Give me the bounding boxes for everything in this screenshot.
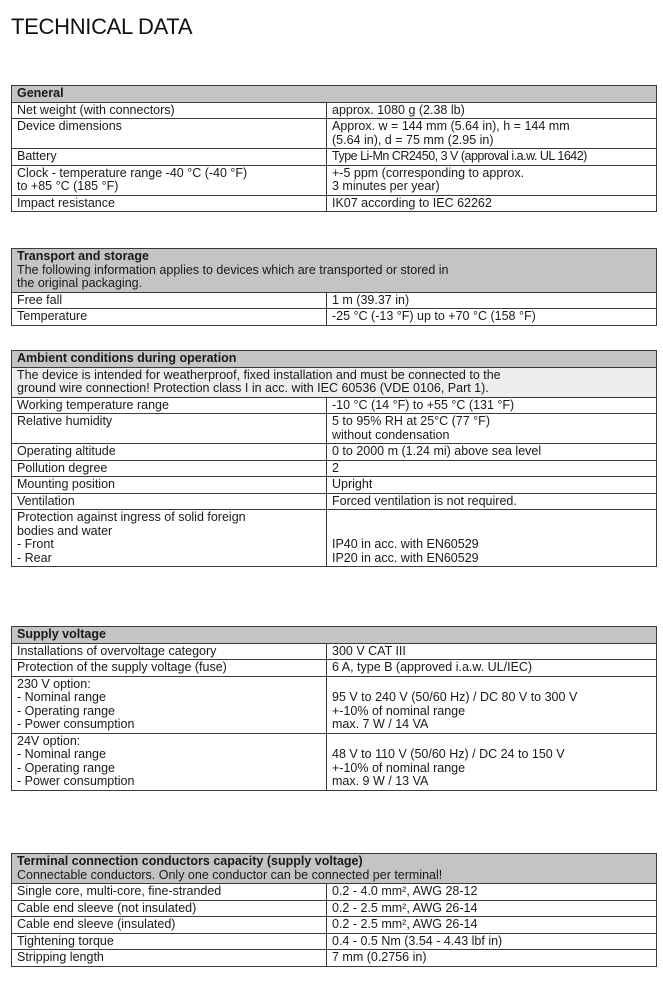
value-line: IP40 in acc. with EN60529 bbox=[332, 537, 479, 551]
value-line: 0.2 - 2.5 mm², AWG 26-14 bbox=[332, 900, 478, 915]
table-row bbox=[12, 733, 657, 790]
value-line: -10 °C (14 °F) to +55 °C (131 °F) bbox=[332, 397, 515, 412]
section-header bbox=[12, 351, 657, 368]
label-line: Temperature bbox=[17, 309, 88, 323]
row-label bbox=[12, 414, 327, 444]
label-line: bodies and water bbox=[17, 523, 113, 538]
label-line: Tightening torque bbox=[17, 933, 114, 948]
label-line: Net weight (with connectors) bbox=[17, 102, 175, 117]
table-row bbox=[12, 444, 657, 461]
value-line: IP20 in acc. with EN60529 bbox=[332, 550, 479, 565]
label-line: Protection against ingress of solid foreign bbox=[17, 510, 246, 524]
value-line: (5.64 in), d = 75 mm (2.95 in) bbox=[332, 132, 494, 147]
value-line: 95 V to 240 V (50/60 Hz) / DC 80 V to 300 V bbox=[332, 690, 578, 704]
value-line: Upright bbox=[332, 477, 373, 491]
row-value bbox=[327, 733, 657, 790]
label-line: Stripping length bbox=[17, 950, 104, 964]
label-line: Protection of the supply voltage (fuse) bbox=[17, 660, 227, 674]
general-table bbox=[11, 85, 657, 212]
value-line: 0.2 - 4.0 mm², AWG 28-12 bbox=[332, 884, 478, 898]
row-value bbox=[327, 950, 657, 967]
row-value bbox=[327, 102, 657, 119]
value-line: Type Li-Mn CR2450, 3 V (approval i.a.w. UL 1642) bbox=[332, 149, 587, 163]
note-line: ground wire connection! Protection class I in acc. with IEC 60536 (VDE 0106, Part 1). bbox=[17, 381, 489, 395]
table-row bbox=[12, 676, 657, 733]
label-line: - Power consumption bbox=[17, 717, 135, 731]
label-line: to +85 °C (185 °F) bbox=[17, 179, 119, 193]
label-line: Mounting position bbox=[17, 477, 115, 491]
supply-table bbox=[11, 626, 657, 791]
row-value bbox=[327, 119, 657, 149]
label-line: Working temperature range bbox=[17, 397, 169, 412]
value-line: 2 bbox=[332, 460, 339, 475]
label-line: - Rear bbox=[17, 550, 52, 565]
table-row bbox=[12, 510, 657, 567]
label-line: Operating altitude bbox=[17, 444, 116, 458]
table-row bbox=[12, 414, 657, 444]
table-row bbox=[12, 309, 657, 326]
table-row bbox=[12, 102, 657, 119]
section-subtitle: The following information applies to devices which are transported or stored in bbox=[17, 262, 449, 277]
value-line: Approx. w = 144 mm (5.64 in), h = 144 mm bbox=[332, 119, 570, 133]
value-line: 0 to 2000 m (1.24 mi) above sea level bbox=[332, 444, 542, 458]
value-line: +-10% of nominal range bbox=[332, 760, 466, 775]
label-line: - Operating range bbox=[17, 703, 115, 718]
section-subtitle: Connectable conductors. Only one conductor can be connected per terminal! bbox=[17, 867, 443, 882]
value-line bbox=[332, 678, 651, 692]
row-value bbox=[327, 493, 657, 510]
table-row bbox=[12, 917, 657, 934]
row-value bbox=[327, 460, 657, 477]
value-line: 7 mm (0.2756 in) bbox=[332, 950, 427, 964]
section-title: Terminal connection conductors capacity (supply voltage) bbox=[17, 854, 363, 868]
row-value bbox=[327, 900, 657, 917]
row-label bbox=[12, 119, 327, 149]
value-line: 300 V CAT III bbox=[332, 643, 406, 658]
label-line: Device dimensions bbox=[17, 119, 122, 133]
label-line: Cable end sleeve (insulated) bbox=[17, 917, 176, 931]
row-value bbox=[327, 165, 657, 195]
section-header bbox=[12, 627, 657, 644]
value-line: 3 minutes per year) bbox=[332, 179, 440, 193]
label-line: Cable end sleeve (not insulated) bbox=[17, 900, 197, 915]
row-value bbox=[327, 292, 657, 309]
row-value bbox=[327, 510, 657, 567]
row-label bbox=[12, 149, 327, 166]
row-label bbox=[12, 950, 327, 967]
table-row bbox=[12, 149, 657, 166]
row-value bbox=[327, 884, 657, 901]
value-line: max. 9 W / 13 VA bbox=[332, 774, 429, 788]
value-line: 6 A, type B (approved i.a.w. UL/IEC) bbox=[332, 660, 533, 674]
value-line: 48 V to 110 V (50/60 Hz) / DC 24 to 150 V bbox=[332, 747, 565, 761]
row-value bbox=[327, 414, 657, 444]
section-header bbox=[12, 249, 657, 293]
value-line: approx. 1080 g (2.38 lb) bbox=[332, 102, 465, 117]
value-line: -25 °C (-13 °F) up to +70 °C (158 °F) bbox=[332, 309, 536, 323]
ambient-table bbox=[11, 350, 657, 567]
table-row bbox=[12, 119, 657, 149]
row-value bbox=[327, 676, 657, 733]
value-line bbox=[332, 511, 651, 525]
row-label bbox=[12, 165, 327, 195]
page-title: TECHNICAL DATA bbox=[11, 14, 193, 39]
section-header bbox=[12, 854, 657, 884]
label-line: Free fall bbox=[17, 292, 63, 307]
label-line: - Front bbox=[17, 537, 54, 551]
value-line: IK07 according to IEC 62262 bbox=[332, 195, 492, 210]
row-label bbox=[12, 676, 327, 733]
label-line: Relative humidity bbox=[17, 414, 113, 428]
table-row bbox=[12, 292, 657, 309]
label-line: - Nominal range bbox=[17, 690, 106, 704]
row-value bbox=[327, 397, 657, 414]
row-label bbox=[12, 884, 327, 901]
section-header bbox=[12, 86, 657, 103]
row-label bbox=[12, 444, 327, 461]
note-line: The device is intended for weatherproof, fixed installation and must be connected to the bbox=[17, 367, 501, 382]
row-label bbox=[12, 933, 327, 950]
row-value bbox=[327, 444, 657, 461]
table-row bbox=[12, 933, 657, 950]
value-line bbox=[332, 525, 651, 539]
row-label bbox=[12, 195, 327, 212]
value-line: +-5 ppm (corresponding to approx. bbox=[332, 165, 525, 180]
row-label bbox=[12, 309, 327, 326]
label-line: Installations of overvoltage category bbox=[17, 643, 217, 658]
table-row bbox=[12, 643, 657, 660]
value-line: 1 m (39.37 in) bbox=[332, 292, 410, 307]
row-value bbox=[327, 477, 657, 494]
row-value bbox=[327, 195, 657, 212]
table-row bbox=[12, 397, 657, 414]
value-line: +-10% of nominal range bbox=[332, 703, 466, 718]
row-label bbox=[12, 102, 327, 119]
row-label bbox=[12, 660, 327, 677]
value-line: 0.2 - 2.5 mm², AWG 26-14 bbox=[332, 917, 478, 931]
table-row bbox=[12, 900, 657, 917]
row-label bbox=[12, 643, 327, 660]
transport-table bbox=[11, 248, 657, 326]
value-line: Forced ventilation is not required. bbox=[332, 493, 517, 508]
table-row bbox=[12, 460, 657, 477]
table-row bbox=[12, 884, 657, 901]
label-line: Pollution degree bbox=[17, 460, 108, 475]
label-line: - Power consumption bbox=[17, 774, 135, 788]
label-line: Impact resistance bbox=[17, 195, 115, 210]
row-label bbox=[12, 493, 327, 510]
row-value bbox=[327, 933, 657, 950]
value-line: max. 7 W / 14 VA bbox=[332, 717, 429, 731]
terminal-table bbox=[11, 853, 657, 967]
section-title: Supply voltage bbox=[17, 627, 106, 641]
row-label bbox=[12, 292, 327, 309]
value-line bbox=[332, 735, 651, 749]
label-line: - Nominal range bbox=[17, 747, 106, 761]
label-line: Clock - temperature range -40 °C (-40 °F) bbox=[17, 165, 248, 180]
row-value bbox=[327, 149, 657, 166]
row-label bbox=[12, 397, 327, 414]
row-value bbox=[327, 643, 657, 660]
label-line: Ventilation bbox=[17, 493, 75, 508]
row-label bbox=[12, 510, 327, 567]
value-line: 5 to 95% RH at 25°C (77 °F) bbox=[332, 414, 490, 428]
table-row bbox=[12, 165, 657, 195]
label-line: Single core, multi-core, fine-stranded bbox=[17, 884, 222, 898]
table-row bbox=[12, 477, 657, 494]
label-line: 24V option: bbox=[17, 733, 81, 748]
label-line: Battery bbox=[17, 149, 57, 163]
row-label bbox=[12, 460, 327, 477]
table-row bbox=[12, 660, 657, 677]
value-line: 0.4 - 0.5 Nm (3.54 - 4.43 lbf in) bbox=[332, 933, 503, 948]
row-value bbox=[327, 309, 657, 326]
table-row bbox=[12, 950, 657, 967]
row-value bbox=[327, 917, 657, 934]
section-title: General bbox=[17, 86, 64, 100]
row-label bbox=[12, 900, 327, 917]
row-value bbox=[327, 660, 657, 677]
label-line: 230 V option: bbox=[17, 676, 91, 691]
table-row bbox=[12, 493, 657, 510]
section-title: Ambient conditions during operation bbox=[17, 351, 237, 365]
row-label bbox=[12, 477, 327, 494]
section-note bbox=[12, 367, 657, 397]
section-subtitle: the original packaging. bbox=[17, 276, 143, 290]
value-line: without condensation bbox=[332, 427, 450, 442]
row-label bbox=[12, 917, 327, 934]
table-row bbox=[12, 195, 657, 212]
row-label bbox=[12, 733, 327, 790]
section-title: Transport and storage bbox=[17, 249, 149, 263]
label-line: - Operating range bbox=[17, 760, 115, 775]
